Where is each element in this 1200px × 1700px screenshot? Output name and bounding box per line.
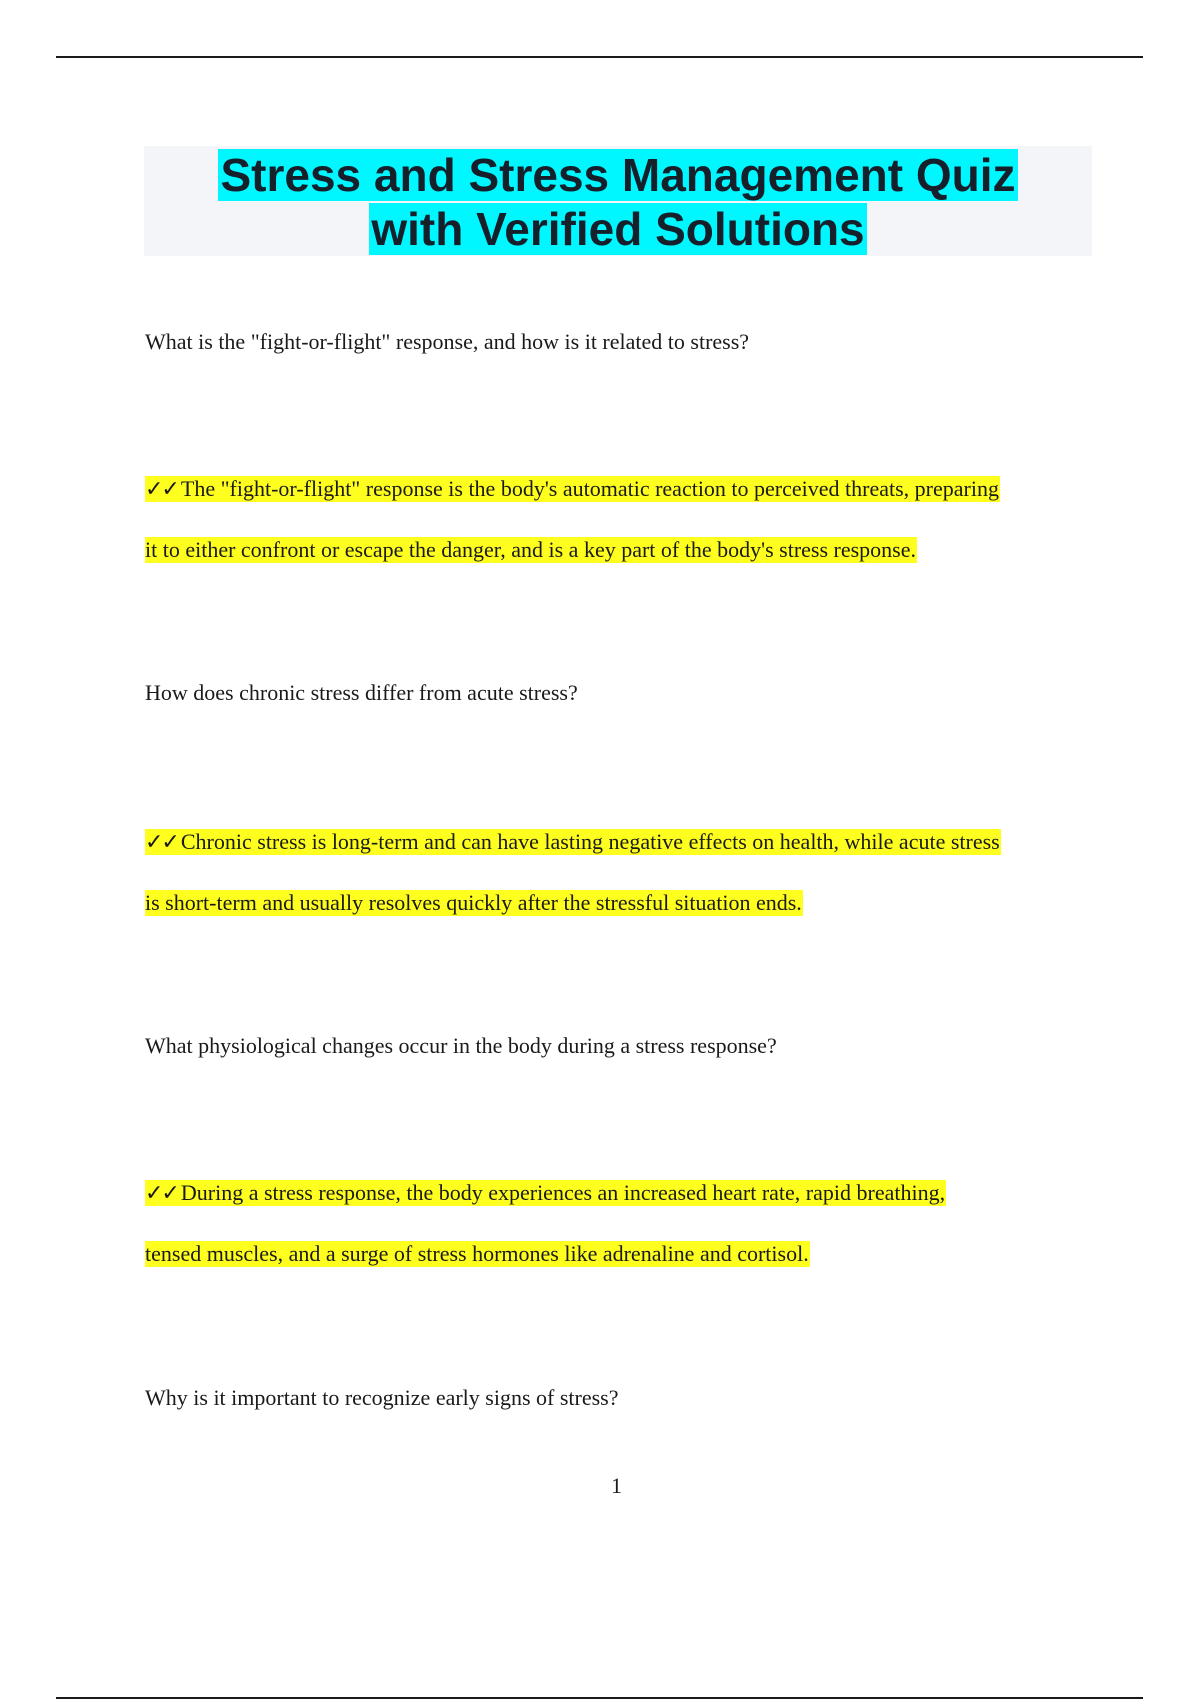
answer-1-text-1: The "fight-or-flight" response is the body's automatic reaction to perceived threats, preparing <box>180 476 999 501</box>
double-check-icon: ✓✓ <box>145 830 178 855</box>
answer-1-text-2: it to either confront or escape the danger, and is a key part of the body's stress response. <box>145 537 917 562</box>
question-3: What physiological changes occur in the body during a stress response? <box>145 1033 777 1058</box>
double-check-icon: ✓✓ <box>145 1181 178 1206</box>
answer-2-text-1: Chronic stress is long-term and can have lasting negative effects on health, while acute stress <box>180 829 1000 854</box>
answer-2-text-2: is short-term and usually resolves quickly after the stressful situation ends. <box>145 890 802 915</box>
document-title-line-1: Stress and Stress Management Quiz <box>220 149 1016 201</box>
answer-3-line-2 <box>145 1239 810 1269</box>
answer-1-line-1 <box>145 474 1000 505</box>
page-number: 1 <box>611 1473 622 1498</box>
document-title-line-2: with Verified Solutions <box>371 203 865 255</box>
answer-2-line-2 <box>145 888 803 918</box>
question-1: What is the "fight-or-flight" response, and how is it related to stress? <box>145 329 750 354</box>
answer-2-line-1 <box>145 827 1001 858</box>
answer-3-text-2: tensed muscles, and a surge of stress hormones like adrenaline and cortisol. <box>145 1241 809 1266</box>
answer-3-text-1: During a stress response, the body experiences an increased heart rate, rapid breathing, <box>180 1180 946 1205</box>
footer-rule <box>56 1697 1143 1699</box>
header-rule <box>56 56 1143 58</box>
double-check-icon: ✓✓ <box>145 477 178 502</box>
title-banner <box>144 146 1092 256</box>
answer-3-line-1 <box>145 1178 946 1209</box>
question-4: Why is it important to recognize early signs of stress? <box>145 1385 619 1410</box>
answer-1-line-2 <box>145 535 917 565</box>
question-2: How does chronic stress differ from acute stress? <box>145 680 578 705</box>
